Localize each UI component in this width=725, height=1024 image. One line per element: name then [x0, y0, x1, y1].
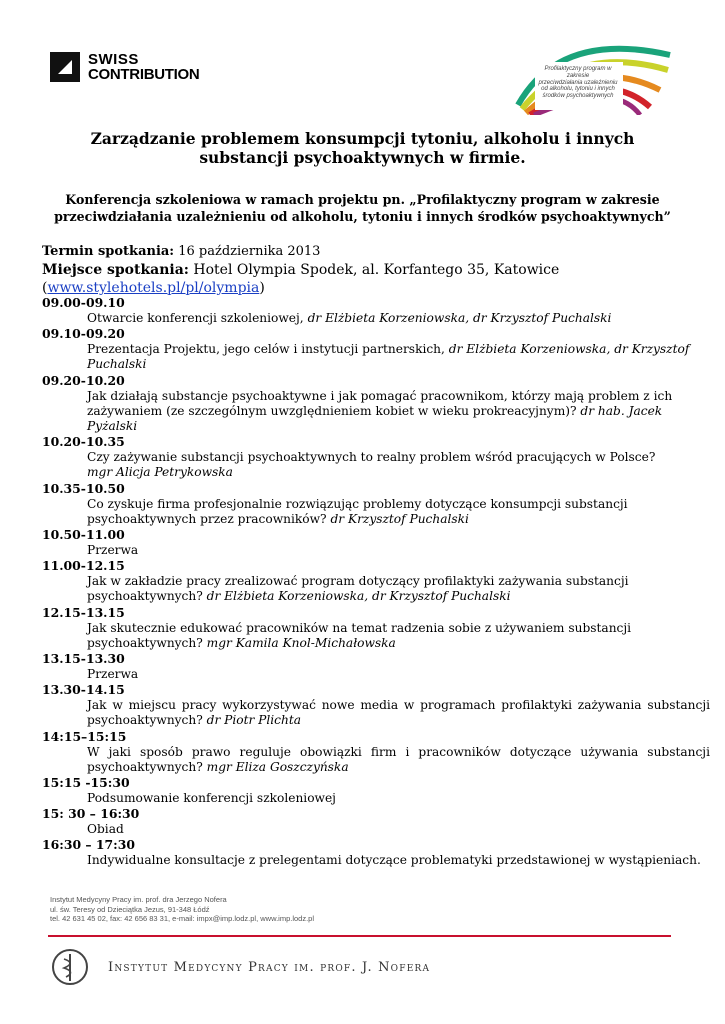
agenda-time: 11.00-12.15	[42, 558, 125, 574]
footer-address	[50, 895, 314, 924]
agenda-topic: Jak działają substancje psychoaktywne i jak pomagać pracownikom, którzy mają problem z ich zażywaniem (ze szczególnym uwzględnieniem kobiet w wieku prokreacyjnym)?	[87, 388, 673, 418]
agenda-time: 14:15–15:15	[42, 728, 127, 744]
footer-line-3: tel. 42 631 45 02, fax: 42 656 83 31, e-mail: impx@imp.lodz.pl, www.imp.lodz.pl	[50, 914, 314, 924]
footer-institute-name: Instytut Medycyny Pracy im. prof. J. Nofera	[108, 960, 431, 975]
swiss-contribution-logo	[50, 52, 199, 82]
agenda-topic: Podsumowanie konferencji szkoleniowej	[87, 791, 336, 806]
agenda-list	[42, 295, 710, 869]
agenda-description	[42, 497, 710, 527]
agenda-time: 10.20-10.35	[42, 434, 125, 450]
meeting-date-value: 16 października 2013	[178, 244, 321, 259]
agenda-item	[42, 651, 710, 682]
program-logo-line: przeciwdziałania uzależnieniu	[538, 79, 618, 86]
agenda-speaker: dr Krzysztof Puchalski	[330, 511, 469, 526]
agenda-topic: Jak w miejscu pracy wykorzystywać nowe media w programach profilaktyki zażywania substancji psychoaktywnych?	[87, 698, 710, 728]
agenda-item	[42, 605, 710, 651]
agenda-speaker: mgr Kamila Knol-Michałowska	[206, 635, 396, 650]
program-logo	[500, 35, 675, 115]
agenda-topic: Indywidualne konsultacje z prelegentami dotyczące problematyki przedstawionej w wystąpieniach.	[87, 853, 701, 868]
meeting-place-value: Hotel Olympia Spodek, al. Korfantego 35, Katowice (	[42, 262, 560, 296]
agenda-description	[42, 745, 710, 775]
agenda-time: 10.35-10.50	[42, 480, 125, 496]
agenda-description	[42, 311, 710, 326]
agenda-speaker: mgr Alicja Petrykowska	[87, 465, 233, 480]
agenda-description	[42, 574, 710, 604]
nofer-institute-logo-icon	[50, 945, 90, 989]
agenda-time: 10.50-11.00	[42, 527, 125, 543]
agenda-topic: Otwarcie konferencji szkoleniowej,	[87, 311, 304, 325]
meeting-place-label: Miejsce spotkania:	[42, 262, 189, 278]
agenda-description	[42, 822, 710, 837]
agenda-item	[42, 481, 710, 527]
agenda-item	[42, 326, 710, 372]
agenda-speaker: dr Piotr Plichta	[206, 713, 302, 728]
agenda-item	[42, 775, 710, 806]
agenda-item	[42, 806, 710, 837]
agenda-time: 09.20-10.20	[42, 372, 125, 388]
agenda-speaker: dr Elżbieta Korzeniowska, dr Krzysztof Puchalski	[206, 589, 511, 604]
meeting-date-label: Termin spotkania:	[42, 244, 175, 259]
agenda-description	[42, 853, 710, 868]
agenda-description	[42, 389, 710, 435]
agenda-time: 13.30-14.15	[42, 682, 125, 698]
agenda-topic: Jak skutecznie edukować pracowników na temat radzenia sobie z używaniem substancji psychoaktywnych?	[87, 620, 632, 650]
agenda-item	[42, 434, 710, 480]
agenda-description	[42, 621, 710, 651]
agenda-item	[42, 729, 710, 775]
swiss-logo-line1: SWISS	[88, 51, 139, 68]
agenda-time: 13.15-13.30	[42, 651, 125, 667]
swiss-logo-line2: CONTRIBUTION	[88, 66, 200, 83]
agenda-time: 16:30 – 17:30	[42, 837, 135, 853]
agenda-item	[42, 527, 710, 558]
meeting-place-row	[42, 261, 702, 297]
meeting-place-end: )	[259, 280, 265, 296]
program-logo-text	[537, 66, 619, 100]
agenda-speaker: mgr Eliza Goszczyńska	[206, 759, 349, 774]
agenda-topic: Przerwa	[87, 543, 139, 558]
agenda-topic: Obiad	[87, 822, 124, 837]
footer-divider	[48, 935, 671, 937]
agenda-topic: W jaki sposób prawo reguluje obowiązki firm i pracowników dotyczące używania substancji psychoaktywnych?	[87, 744, 710, 774]
footer-line-2: ul. św. Teresy od Dzieciątka Jezus, 91-348 Łódź	[50, 904, 210, 914]
footer-line-1: Instytut Medycyny Pracy im. prof. dra Jerzego Nofera	[50, 895, 227, 904]
agenda-topic: Prezentacja Projektu, jego celów i instytucji partnerskich,	[87, 342, 445, 357]
agenda-description	[42, 791, 710, 806]
agenda-topic: Co zyskuje firma profesjonalnie rozwiązując problemy dotyczące konsumpcji substancji psychoaktywnych przez pracowników?	[87, 496, 628, 526]
meeting-date-row	[42, 243, 702, 261]
agenda-speaker: dr Elżbieta Korzeniowska, dr Krzysztof Puchalski	[87, 342, 690, 372]
agenda-time: 09.10-09.20	[42, 326, 125, 342]
agenda-description	[42, 667, 710, 682]
agenda-time: 12.15-13.15	[42, 604, 125, 620]
program-logo-line: od alkoholu, tytoniu i innych	[541, 86, 615, 93]
agenda-speaker: dr Elżbieta Korzeniowska, dr Krzysztof Puchalski	[307, 311, 612, 325]
agenda-time: 15: 30 – 16:30	[42, 806, 140, 822]
agenda-description	[42, 450, 710, 480]
program-logo-line: środków psychoaktywnych	[542, 93, 614, 100]
agenda-time: 15:15 -15:30	[42, 775, 130, 791]
program-logo-line: Profilaktyczny program w zakresie	[544, 66, 612, 79]
agenda-topic: Jak w zakładzie pracy zrealizować program dotyczący profilaktyki zażywania substancji psychoaktywnych?	[87, 574, 629, 604]
agenda-item	[42, 373, 710, 435]
agenda-description	[42, 698, 710, 728]
agenda-speaker: dr hab. Jacek Pyżalski	[87, 403, 663, 434]
meeting-info	[42, 243, 702, 297]
agenda-time: 09.00-09.10	[42, 295, 125, 310]
agenda-item	[42, 837, 710, 868]
document-title: Zarządzanie problemem konsumpcji tytoniu, alkoholu i innych substancji psychoaktywnych w firmie.	[90, 129, 635, 167]
agenda-item	[42, 295, 710, 326]
agenda-topic: Czy zażywanie substancji psychoaktywnych to realny problem wśród pracujących w Polsce?	[87, 450, 656, 465]
agenda-description	[42, 543, 710, 558]
swiss-logo-square-icon	[50, 52, 80, 82]
agenda-item	[42, 558, 710, 604]
document-subtitle: Konferencja szkoleniowa w ramach projektu pn. „Profilaktyczny program w zakresie przeciwdziałania uzależnieniu od alkoholu, tytoniu i innych środków psychoaktywnych”	[54, 192, 671, 224]
agenda-description	[42, 342, 710, 372]
hotel-link[interactable]: www.stylehotels.pl/pl/olympia	[47, 280, 260, 296]
agenda-item	[42, 682, 710, 728]
agenda-topic: Przerwa	[87, 667, 139, 682]
